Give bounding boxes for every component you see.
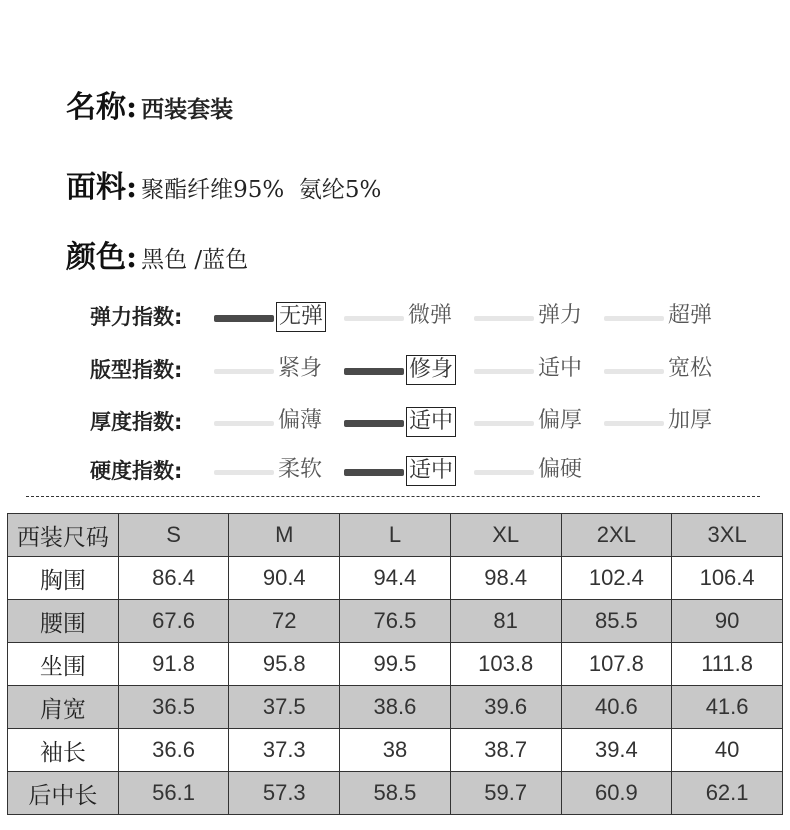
index-bar bbox=[214, 369, 274, 374]
measure-value-cell: 57.3 bbox=[229, 772, 340, 815]
index-option-selected: 适中 bbox=[406, 407, 456, 437]
section-divider bbox=[26, 496, 760, 497]
measure-value-cell: 40.6 bbox=[561, 686, 672, 729]
measure-value-cell: 94.4 bbox=[340, 557, 451, 600]
index-option: 偏厚 bbox=[538, 408, 583, 433]
index-label: 弹力指数: bbox=[90, 305, 183, 329]
index-bar bbox=[604, 369, 664, 374]
measure-value-cell: 90 bbox=[672, 600, 783, 643]
table-row bbox=[8, 686, 783, 729]
measure-name-cell: 坐围 bbox=[8, 643, 119, 686]
index-option: 微弹 bbox=[408, 303, 453, 328]
size-table-header bbox=[8, 514, 783, 557]
table-row bbox=[8, 643, 783, 686]
measure-value-cell: 106.4 bbox=[672, 557, 783, 600]
index-label: 版型指数: bbox=[90, 358, 183, 382]
measure-value-cell: 37.5 bbox=[229, 686, 340, 729]
index-bar bbox=[604, 421, 664, 426]
measure-value-cell: 102.4 bbox=[561, 557, 672, 600]
index-bar bbox=[474, 470, 534, 475]
index-option: 加厚 bbox=[668, 408, 713, 433]
fabric-label: 面料: bbox=[66, 170, 138, 205]
measure-value-cell: 36.6 bbox=[118, 729, 229, 772]
table-row bbox=[8, 600, 783, 643]
index-label: 硬度指数: bbox=[90, 459, 183, 483]
measure-value-cell: 86.4 bbox=[118, 557, 229, 600]
color-label: 颜色: bbox=[66, 240, 138, 275]
header-cell: L bbox=[340, 514, 451, 557]
measure-value-cell: 85.5 bbox=[561, 600, 672, 643]
index-bar bbox=[604, 316, 664, 321]
measure-value-cell: 99.5 bbox=[340, 643, 451, 686]
measure-value-cell: 56.1 bbox=[118, 772, 229, 815]
table-row bbox=[8, 729, 783, 772]
measure-name-cell: 袖长 bbox=[8, 729, 119, 772]
measure-value-cell: 111.8 bbox=[672, 643, 783, 686]
measure-value-cell: 38.6 bbox=[340, 686, 451, 729]
table-row bbox=[8, 557, 783, 600]
product-name-label: 名称: bbox=[66, 90, 138, 125]
color-value: 黑色 /蓝色 bbox=[141, 247, 249, 273]
index-option: 偏硬 bbox=[538, 457, 583, 482]
index-bar-active bbox=[344, 469, 404, 476]
size-table bbox=[7, 513, 783, 815]
measure-value-cell: 39.6 bbox=[450, 686, 561, 729]
header-cell: 2XL bbox=[561, 514, 672, 557]
index-bar-active bbox=[214, 315, 274, 322]
measure-value-cell: 76.5 bbox=[340, 600, 451, 643]
measure-value-cell: 37.3 bbox=[229, 729, 340, 772]
index-bar-active bbox=[344, 420, 404, 427]
header-cell: M bbox=[229, 514, 340, 557]
index-row bbox=[90, 302, 730, 332]
index-bar bbox=[214, 421, 274, 426]
measure-name-cell: 腰围 bbox=[8, 600, 119, 643]
measure-value-cell: 40 bbox=[672, 729, 783, 772]
index-option: 宽松 bbox=[668, 356, 713, 381]
measure-value-cell: 103.8 bbox=[450, 643, 561, 686]
product-name-row bbox=[66, 82, 233, 126]
measure-value-cell: 60.9 bbox=[561, 772, 672, 815]
measure-value-cell: 81 bbox=[450, 600, 561, 643]
table-row bbox=[8, 772, 783, 815]
measure-value-cell: 38.7 bbox=[450, 729, 561, 772]
measure-value-cell: 107.8 bbox=[561, 643, 672, 686]
index-option-selected: 修身 bbox=[406, 355, 456, 385]
header-cell: 3XL bbox=[672, 514, 783, 557]
index-row bbox=[90, 355, 730, 385]
fabric-row bbox=[66, 162, 381, 206]
measure-value-cell: 58.5 bbox=[340, 772, 451, 815]
measure-name-cell: 肩宽 bbox=[8, 686, 119, 729]
measure-value-cell: 59.7 bbox=[450, 772, 561, 815]
index-option: 紧身 bbox=[278, 356, 323, 381]
index-option: 偏薄 bbox=[278, 408, 323, 433]
index-bar bbox=[474, 421, 534, 426]
index-bar bbox=[474, 369, 534, 374]
measure-value-cell: 95.8 bbox=[229, 643, 340, 686]
measure-name-cell: 后中长 bbox=[8, 772, 119, 815]
index-option-selected: 无弹 bbox=[276, 302, 326, 332]
index-option: 弹力 bbox=[538, 303, 583, 328]
header-cell: XL bbox=[450, 514, 561, 557]
measure-value-cell: 41.6 bbox=[672, 686, 783, 729]
index-label: 厚度指数: bbox=[90, 410, 183, 434]
index-option: 适中 bbox=[538, 356, 583, 381]
measure-value-cell: 67.6 bbox=[118, 600, 229, 643]
header-cell: S bbox=[118, 514, 229, 557]
header-cell: 西装尺码 bbox=[8, 514, 119, 557]
index-bar-active bbox=[344, 368, 404, 375]
measure-value-cell: 72 bbox=[229, 600, 340, 643]
index-bar bbox=[344, 316, 404, 321]
color-row bbox=[66, 232, 248, 276]
index-row bbox=[90, 456, 730, 486]
measure-value-cell: 39.4 bbox=[561, 729, 672, 772]
measure-value-cell: 62.1 bbox=[672, 772, 783, 815]
measure-name-cell: 胸围 bbox=[8, 557, 119, 600]
measure-value-cell: 98.4 bbox=[450, 557, 561, 600]
index-bar bbox=[214, 470, 274, 475]
fabric-value: 聚酯纤维95% 氨纶5% bbox=[141, 177, 382, 203]
index-row bbox=[90, 407, 730, 437]
index-option: 柔软 bbox=[278, 457, 323, 482]
index-option: 超弹 bbox=[668, 303, 713, 328]
index-bar bbox=[474, 316, 534, 321]
measure-value-cell: 38 bbox=[340, 729, 451, 772]
product-name-value: 西装套装 bbox=[141, 96, 234, 123]
index-option-selected: 适中 bbox=[406, 456, 456, 486]
measure-value-cell: 91.8 bbox=[118, 643, 229, 686]
measure-value-cell: 36.5 bbox=[118, 686, 229, 729]
measure-value-cell: 90.4 bbox=[229, 557, 340, 600]
